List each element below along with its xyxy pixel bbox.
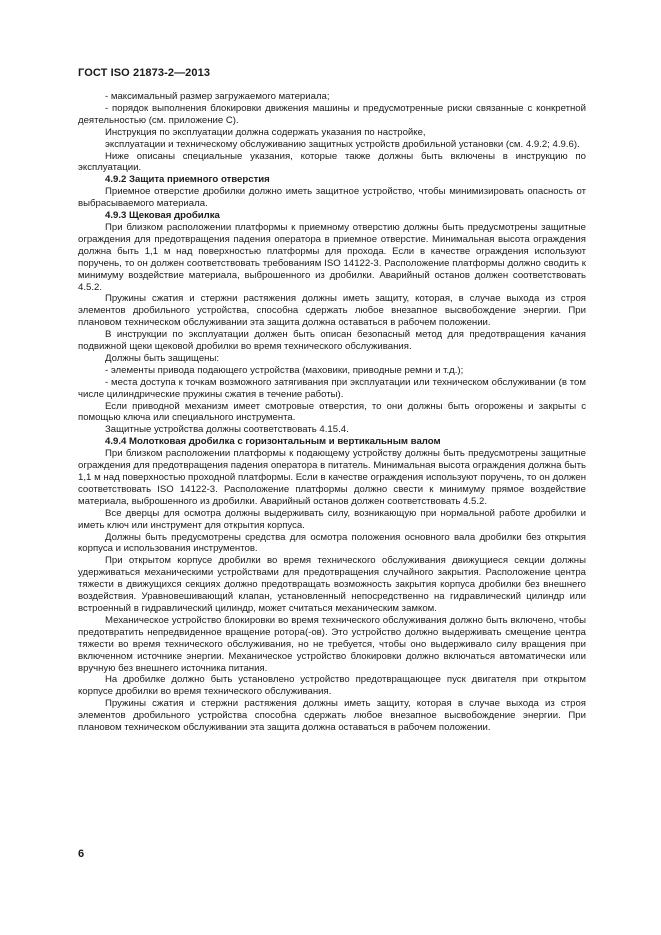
body-paragraph: Инструкция по эксплуатации должна содержать указания по настройке,: [105, 126, 426, 138]
body-paragraph: - места доступа к точкам возможного затягивания при эксплуатации или техническом обслуживании (в том числе цилиндрические пружины сжатия в течение работы).: [78, 376, 586, 400]
body-paragraph: Пружины сжатия и стержни растяжения должны иметь защиту, которая в случае выхода из строя элементов дробильного устройства способна сдержать любое внезапное высвобождение энергии. При плановом техническом обслуживании эта защита должна оставаться в рабочем положении.: [78, 698, 586, 734]
body-paragraph: - порядок выполнения блокировки движения машины и предусмотренные риски связанные с конкретной деятельностью (см. приложение С).: [78, 102, 586, 126]
document-header: ГОСТ ISO 21873-2—2013: [78, 67, 211, 79]
body-paragraph: Все дверцы для осмотра должны выдерживать силу, возникающую при нормальной работе дробилки и иметь ключ или инструмент для открытия корпуса.: [78, 507, 586, 531]
body-paragraph: Пружины сжатия и стержни растяжения должны иметь защиту, которая, в случае выхода из строя элементов дробильного устройства, способна сдержать любое внезапное высвобождение энергии. При плановом техническом обслуживании эта защита должна оставаться в рабочем положении.: [78, 293, 586, 329]
section-heading: 4.9.2 Защита приемного отверстия: [105, 174, 270, 186]
body-paragraph: На дробилке должно быть установлено устройство предотвращающее пуск двигателя при открытом корпусе дробилки во время технического обслуживания.: [78, 674, 586, 698]
body-paragraph: эксплуатации и техническому обслуживанию защитных устройств дробильной установки (см. 4.9.2; 4.9.6).: [105, 138, 580, 150]
section-heading: 4.9.3 Щековая дробилка: [105, 210, 220, 222]
section-heading: 4.9.4 Молотковая дробилка с горизонтальным и вертикальным валом: [105, 436, 441, 448]
body-paragraph: При близком расположении платформы к подающему устройству должны быть предусмотрены защитные ограждения для предотвращения падения оператора в питатель. Минимальная высота ограждения должна быть 1,1 м над поверхностью проходной платформы. Если в качестве ограждения используют поручень, то он должен соответствовать ISO 14122-3. Расположение платформы должно свести к минимуму прямое воздействие материала, выброшенного из дробилки. Аварийный останов должен соответствовать 4.5.2.: [78, 448, 586, 507]
body-paragraph: - элементы привода подающего устройства (маховики, приводные ремни и т.д.);: [105, 364, 464, 376]
page-number: 6: [78, 848, 85, 860]
body-paragraph: При открытом корпусе дробилки во время технического обслуживания движущиеся секции должны удерживаться механическими устройствами для предотвращения случайного закрытия. Расположение центра тяжести в движущихся секциях должно предотвращать возможность закрытия корпуса дробилки без внешнего воздействия. Уравновешивающий клапан, установленный непосредственно на гидравлический цилиндр или встроенный в гидравлический цилиндр, может считаться механическим замком.: [78, 555, 586, 614]
body-paragraph: Если приводной механизм имеет смотровые отверстия, то они должны быть огорожены и закрыты с помощью ключа или специального инструмента.: [78, 400, 586, 424]
body-paragraph: В инструкции по эксплуатации должен быть описан безопасный метод для предотвращения качания подвижной щеки щековой дробилки во время технического обслуживания.: [78, 329, 586, 353]
body-paragraph: Должны быть защищены:: [105, 352, 220, 364]
body-paragraph: Ниже описаны специальные указания, которые также должны быть включены в инструкцию по эксплуатации.: [78, 150, 586, 174]
body-paragraph: Должны быть предусмотрены средства для осмотра положения основного вала дробилки без открытия корпуса и использования инструментов.: [78, 531, 586, 555]
body-paragraph: При близком расположении платформы к приемному отверстию должны быть предусмотрены защитные ограждения для предотвращения падения оператора в приемное отверстие. Минимальная высота ограждения должна быть 1,1 м над поверхностью платформы для прохода. Если в качестве ограждения используют поручень, то он должен соответствовать требованиям ISO 14122-3. Расположение платформы должно сводить к минимуму воздействие материала, выброшенного из дробилки. Аварийный останов должен соответствовать 4.5.2.: [78, 221, 586, 293]
body-paragraph: Приемное отверстие дробилки должно иметь защитное устройство, чтобы минимизировать опасность от выбрасываемого материала.: [78, 186, 586, 210]
body-paragraph: - максимальный размер загружаемого материала;: [105, 91, 330, 102]
body-paragraph: Механическое устройство блокировки во время технического обслуживания должно быть включено, чтобы предотвратить непредвиденное вращение ротора(-ов). Это устройство должно выдерживать смещение центра тяжести во время технического обслуживания, но не требуется, чтобы оно выдерживало силу вращения при включенном источнике энергии. Механическое устройство блокировки должно включаться автоматически или вручную без внешнего источника питания.: [78, 614, 586, 674]
body-paragraph: Защитные устройства должны соответствовать 4.15.4.: [105, 424, 349, 436]
document-body: [78, 91, 586, 734]
